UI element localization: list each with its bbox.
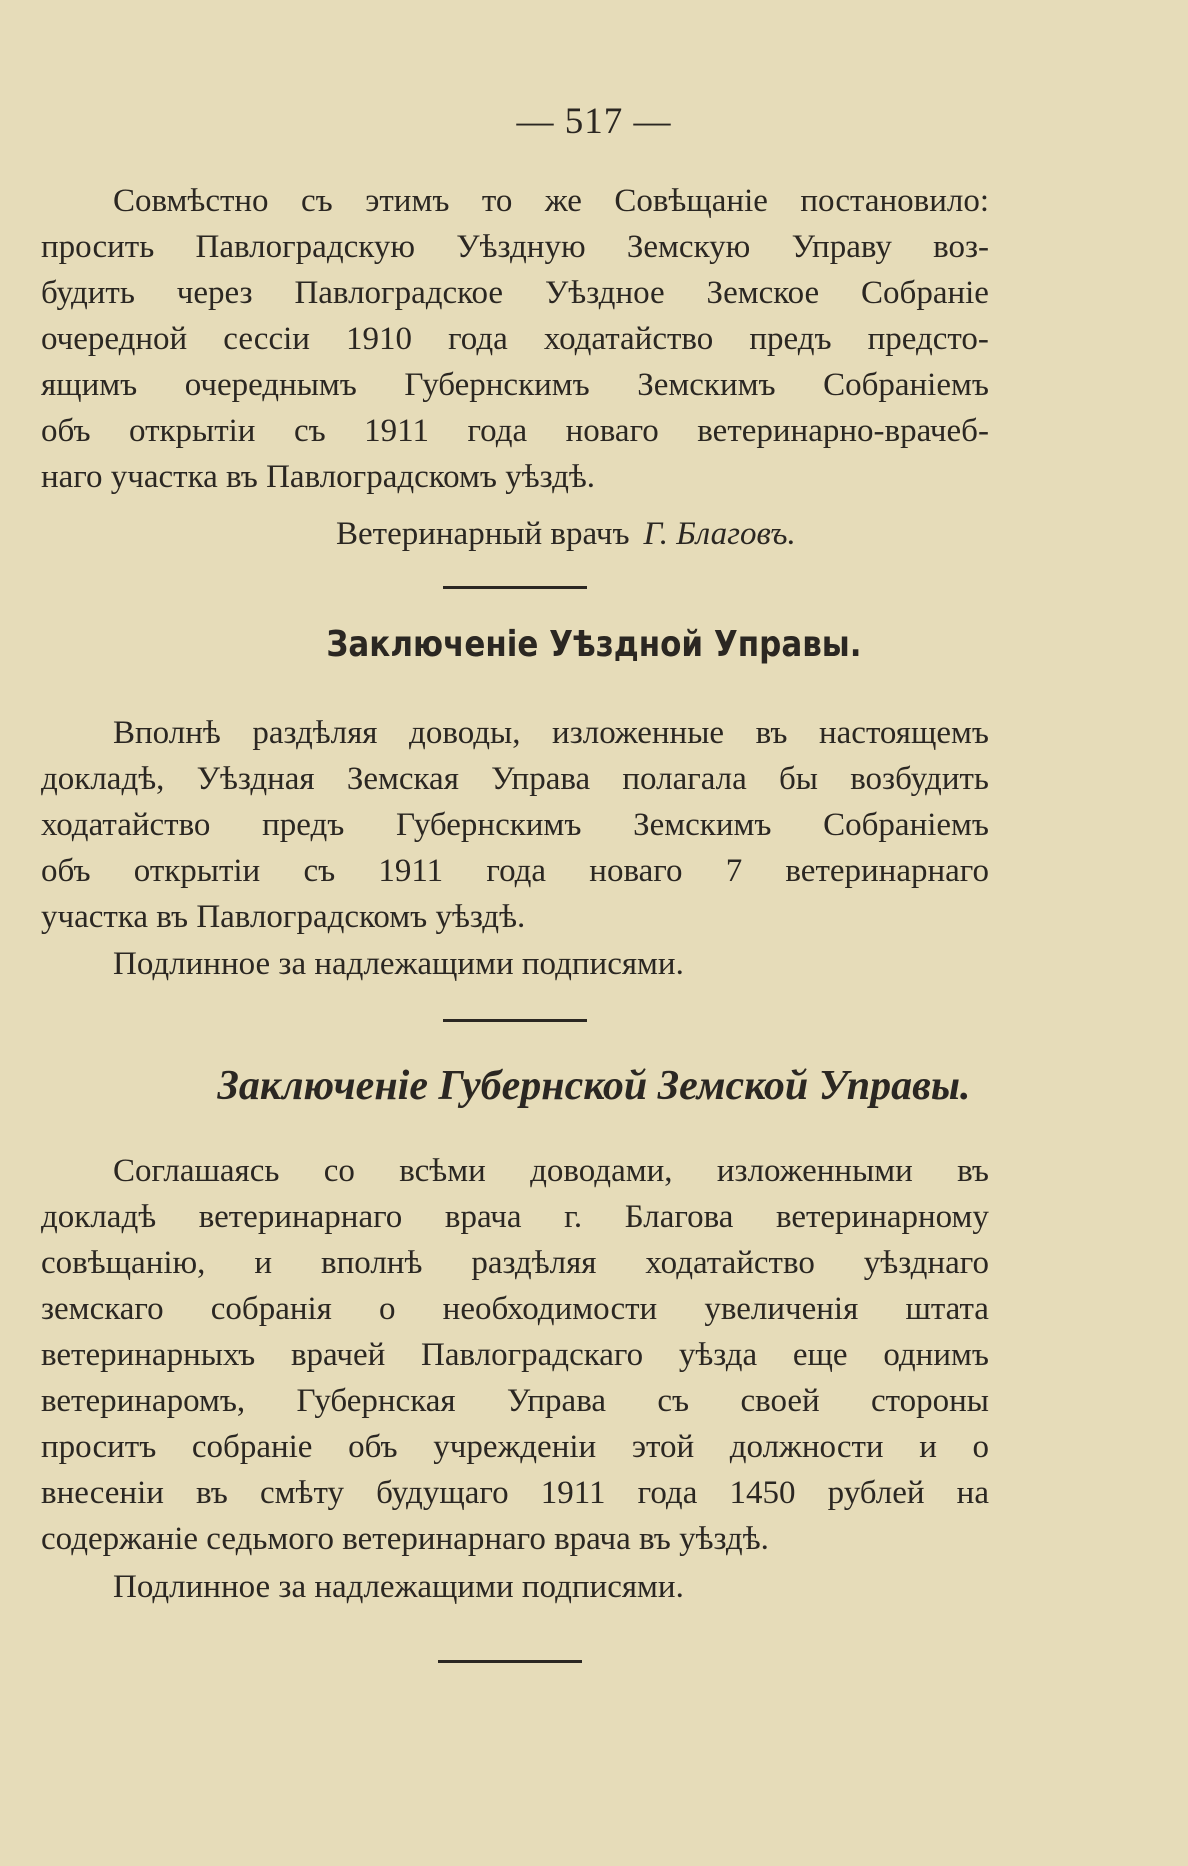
paragraph-line: земскаго собранія о необходимости увеличенія штата xyxy=(41,1291,989,1327)
paragraph-line: проситъ собраніе объ учрежденіи этой должности и о xyxy=(41,1429,989,1465)
signatures-note: Подлинное за надлежащими подписями. xyxy=(113,1569,684,1605)
signature-title: Ветеринарный врачъ xyxy=(336,516,630,552)
paragraph-district-board xyxy=(41,710,989,940)
paragraph-line: объ открытіи съ 1911 года новаго 7 ветеринарнаго xyxy=(41,853,989,889)
paragraph-line: Совмѣстно съ этимъ то же Совѣщаніе постановило: xyxy=(113,183,989,219)
paragraph-line: будить через Павлоградское Уѣздное Земское Собраніе xyxy=(41,275,989,311)
paragraph-line: ветеринарныхъ врачей Павлоградскаго уѣзда еще однимъ xyxy=(41,1337,989,1373)
paragraph-line: ветеринаромъ, Губернская Управа съ своей стороны xyxy=(41,1383,989,1419)
end-divider xyxy=(438,1660,582,1663)
paragraph-line: внесеніи въ смѣту будущаго 1911 года 1450 рублей на xyxy=(41,1475,989,1511)
paragraph-line: ящимъ очереднымъ Губернскимъ Земскимъ Собраніемъ xyxy=(41,367,989,403)
paragraph-provincial-board xyxy=(41,1148,989,1562)
paragraph-line: докладѣ ветеринарнаго врача г. Благова ветеринарному xyxy=(41,1199,989,1235)
heading-district-board: Заключеніе Уѣздной Управы. xyxy=(326,624,862,665)
paragraph-line: совѣщанію, и вполнѣ раздѣляя ходатайство уѣзднаго xyxy=(41,1245,989,1281)
paragraph-line: ходатайство предъ Губернскимъ Земскимъ Собраніемъ xyxy=(41,807,989,843)
paragraph-line: участка въ Павлоградскомъ уѣздѣ. xyxy=(41,899,526,935)
signatures-note: Подлинное за надлежащими подписями. xyxy=(113,946,684,982)
section-divider xyxy=(443,1019,587,1022)
paragraph-meeting-resolution xyxy=(41,178,989,500)
heading-provincial-board: Заключеніе Губернской Земской Управы. xyxy=(217,1063,971,1109)
paragraph-line: содержаніе седьмого ветеринарнаго врача въ уѣздѣ. xyxy=(41,1521,769,1557)
paragraph-line: наго участка въ Павлоградскомъ уѣздѣ. xyxy=(41,459,596,495)
paragraph-line: очередной сессіи 1910 года ходатайство предъ предсто- xyxy=(41,321,989,357)
section-divider xyxy=(443,586,587,589)
signature-name: Г. Благовъ. xyxy=(643,516,796,552)
paragraph-line: просить Павлоградскую Уѣздную Земскую Управу воз- xyxy=(41,229,989,265)
page-number: — 517 — xyxy=(516,101,672,142)
paragraph-line: Соглашаясь со всѣми доводами, изложенными въ xyxy=(113,1153,989,1189)
signature xyxy=(336,516,796,553)
paragraph-line: докладѣ, Уѣздная Земская Управа полагала бы возбудить xyxy=(41,761,989,797)
paragraph-line: Вполнѣ раздѣляя доводы, изложенные въ настоящемъ xyxy=(113,715,989,751)
paragraph-line: объ открытіи съ 1911 года новаго ветеринарно-врачеб- xyxy=(41,413,989,449)
